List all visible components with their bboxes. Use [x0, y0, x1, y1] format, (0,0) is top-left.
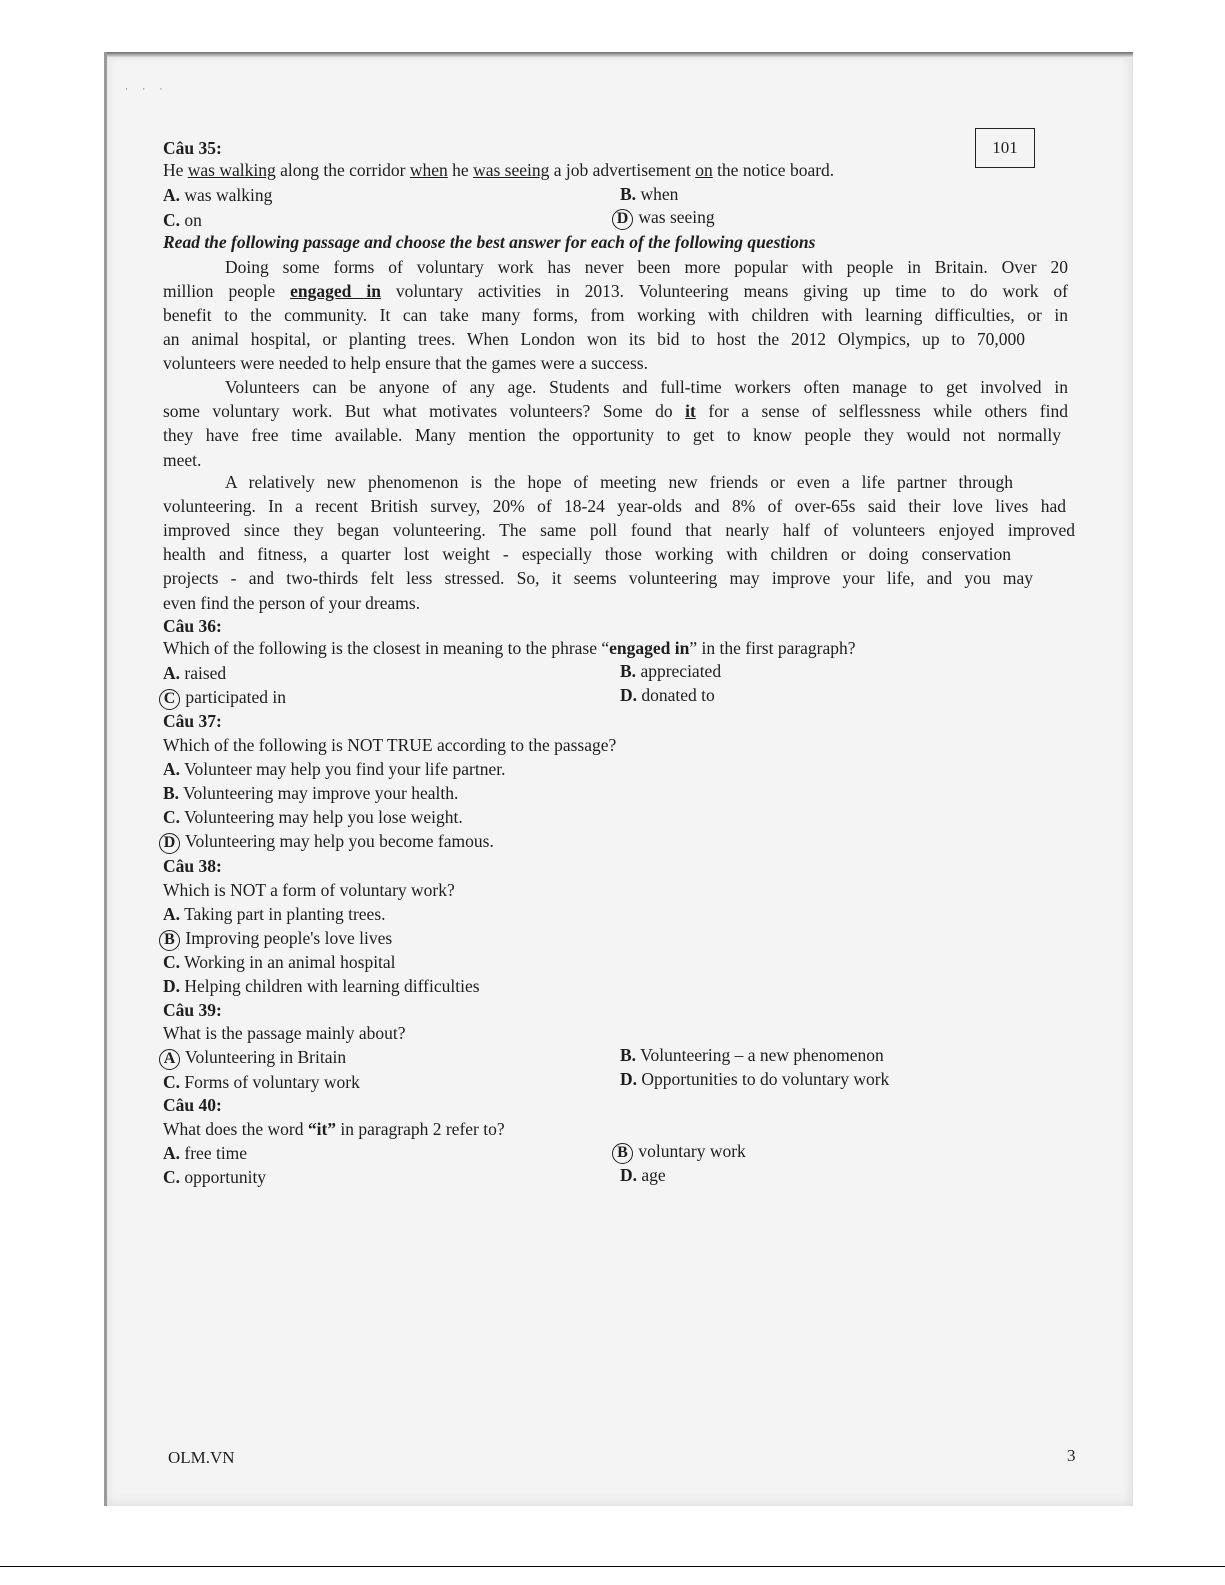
option-text: participated in	[181, 687, 286, 707]
question-stem: Which is NOT a form of voluntary work?	[163, 880, 455, 900]
option	[163, 1071, 360, 1093]
passage-line: health and fitness, a quarter lost weight - especially those working with children or doing conservation	[163, 544, 1011, 564]
passage-text: for a sense of selflessness while others find	[695, 401, 1068, 421]
circled-answer-mark: B	[612, 1143, 633, 1164]
option-letter: D.	[620, 1069, 638, 1089]
option-text: when	[636, 184, 679, 204]
question-label: Câu 39:	[163, 1000, 222, 1020]
option-text: free time	[180, 1143, 248, 1163]
option	[163, 903, 386, 925]
option-text: donated to	[637, 685, 715, 705]
option-text: Volunteering may help you become famous.	[181, 831, 494, 851]
option-letter: A.	[163, 1143, 181, 1163]
option-text: voluntary work	[634, 1141, 746, 1161]
option-letter: D.	[620, 1165, 638, 1185]
option-text: Forms of voluntary work	[180, 1072, 360, 1092]
option-text: was seeing	[634, 207, 715, 227]
stem-text: What does the word	[163, 1119, 308, 1139]
passage-line	[163, 280, 1068, 302]
option	[163, 1142, 247, 1164]
question-label: Câu 40:	[163, 1095, 222, 1115]
option	[163, 758, 505, 780]
option-letter: B.	[620, 661, 637, 681]
option-selected	[163, 686, 286, 710]
option	[163, 806, 463, 828]
stem-text: Which of the following is the closest in meaning to the phrase “	[163, 638, 610, 658]
passage-line: even find the person of your dreams.	[163, 593, 421, 613]
option-letter: A.	[163, 904, 181, 924]
option-text: was walking	[180, 185, 273, 205]
bottom-rule	[0, 1566, 1225, 1567]
question-stem	[163, 637, 856, 659]
option	[163, 209, 202, 231]
reading-instruction: Read the following passage and choose the best answer for each of the following questions	[163, 232, 816, 252]
option	[163, 975, 480, 997]
passage-line: meet.	[163, 450, 202, 470]
option	[620, 1068, 889, 1090]
option-text: raised	[180, 663, 227, 683]
page-edge	[104, 52, 107, 1506]
passage-line: benefit to the community. It can take many forms, from working with children with learning difficulties, or in	[163, 305, 1068, 325]
stem-text: the notice board.	[712, 160, 835, 180]
underlined-phrase: was seeing	[473, 160, 550, 180]
stem-text: he	[447, 160, 474, 180]
option-text: age	[637, 1165, 666, 1185]
option-text: Volunteering may help you lose weight.	[180, 807, 463, 827]
circled-answer-mark: D	[612, 209, 633, 230]
option-letter: A.	[163, 759, 181, 779]
passage-line: volunteering. In a recent British survey, 20% of 18-24 year-olds and 8% of over-65s said their love lives had	[163, 496, 1066, 516]
option-selected	[163, 830, 494, 854]
passage-text: voluntary activities in 2013. Volunteering means giving up time to do work of	[380, 281, 1068, 301]
stem-text: ” in the first paragraph?	[689, 638, 856, 658]
option-letter: C.	[163, 952, 181, 972]
highlighted-word: it	[685, 401, 696, 421]
page-number: 3	[1067, 1446, 1076, 1465]
option-text: Volunteering may improve your health.	[179, 783, 459, 803]
option-letter: D.	[163, 976, 181, 996]
option-letter: C.	[163, 210, 181, 230]
highlighted-phrase: engaged in	[609, 638, 690, 658]
question-stem: Which of the following is NOT TRUE according to the passage?	[163, 735, 617, 755]
option	[163, 184, 272, 206]
footer-site: OLM.VN	[168, 1448, 235, 1467]
option-letter: B.	[620, 1045, 637, 1065]
option	[620, 660, 721, 682]
option-letter: C.	[163, 1167, 181, 1187]
passage-line	[163, 400, 1068, 422]
option	[163, 782, 458, 804]
option-selected	[163, 927, 392, 951]
passage-line: an animal hospital, or planting trees. When London won its bid to host the 2012 Olympics, up to 70,000	[163, 329, 1025, 349]
option-text: Improving people's love lives	[181, 928, 393, 948]
option-letter: C.	[163, 807, 181, 827]
passage-line: volunteers were needed to help ensure that the games were a success.	[163, 353, 648, 373]
option	[163, 951, 396, 973]
option-text: Opportunities to do voluntary work	[637, 1069, 890, 1089]
option-selected	[616, 1140, 746, 1164]
passage-text: million people	[163, 281, 291, 301]
passage-line: Doing some forms of voluntary work has never been more popular with people in Britain. Over 20	[225, 257, 1068, 277]
option	[163, 1166, 266, 1188]
passage-text: some voluntary work. But what motivates volunteers? Some do	[163, 401, 686, 421]
exam-code-box: 101	[975, 128, 1035, 168]
stem-text: along the corridor	[275, 160, 410, 180]
option-text: Volunteering in Britain	[181, 1047, 347, 1067]
highlighted-phrase: engaged in	[290, 281, 381, 301]
question-label: Câu 35:	[163, 138, 222, 158]
option-letter: C.	[163, 1072, 181, 1092]
option	[620, 1044, 884, 1066]
question-stem: What is the passage mainly about?	[163, 1023, 406, 1043]
stem-text: in paragraph 2 refer to?	[336, 1119, 505, 1139]
option	[620, 684, 715, 706]
passage-line: A relatively new phenomenon is the hope of meeting new friends or even a life partner through	[225, 472, 1013, 492]
circled-answer-mark: A	[159, 1049, 180, 1070]
option	[620, 183, 678, 205]
question-label: Câu 37:	[163, 711, 222, 731]
question-stem	[163, 1118, 505, 1140]
question-label: Câu 38:	[163, 856, 222, 876]
underlined-phrase: was walking	[187, 160, 276, 180]
option-text: Helping children with learning difficulties	[180, 976, 480, 996]
option	[620, 1164, 666, 1186]
option-letter: D.	[620, 685, 638, 705]
underlined-phrase: when	[409, 160, 448, 180]
passage-line: improved since they began volunteering. The same poll found that nearly half of volunteers enjoyed improved	[163, 520, 1075, 540]
option-text: Working in an animal hospital	[180, 952, 396, 972]
underlined-phrase: on	[695, 160, 713, 180]
option-text: opportunity	[180, 1167, 267, 1187]
option-letter: B.	[620, 184, 637, 204]
scan-specks: · · ·	[125, 84, 169, 94]
question-label: Câu 36:	[163, 616, 222, 636]
stem-text: a job advertisement	[549, 160, 696, 180]
option-letter: A.	[163, 663, 181, 683]
option-text: on	[180, 210, 202, 230]
passage-line: projects - and two-thirds felt less stressed. So, it seems volunteering may improve your life, and you may	[163, 568, 1033, 588]
question-stem	[163, 159, 834, 181]
highlighted-word: “it”	[307, 1119, 337, 1139]
circled-answer-mark: C	[159, 689, 180, 710]
circled-answer-mark: D	[159, 833, 180, 854]
option-text: Volunteering – a new phenomenon	[636, 1045, 884, 1065]
option-selected	[163, 1046, 346, 1070]
option-letter: A.	[163, 185, 181, 205]
option	[163, 662, 226, 684]
passage-line: Volunteers can be anyone of any age. Students and full-time workers often manage to get involved in	[225, 377, 1068, 397]
circled-answer-mark: B	[159, 930, 180, 951]
option-text: Taking part in planting trees.	[180, 904, 386, 924]
option-letter: B.	[163, 783, 180, 803]
option-selected	[616, 206, 715, 230]
option-text: Volunteer may help you find your life partner.	[180, 759, 506, 779]
option-text: appreciated	[636, 661, 722, 681]
passage-line: they have free time available. Many mention the opportunity to get to know people they would not normally	[163, 425, 1061, 445]
stem-text: He	[163, 160, 188, 180]
